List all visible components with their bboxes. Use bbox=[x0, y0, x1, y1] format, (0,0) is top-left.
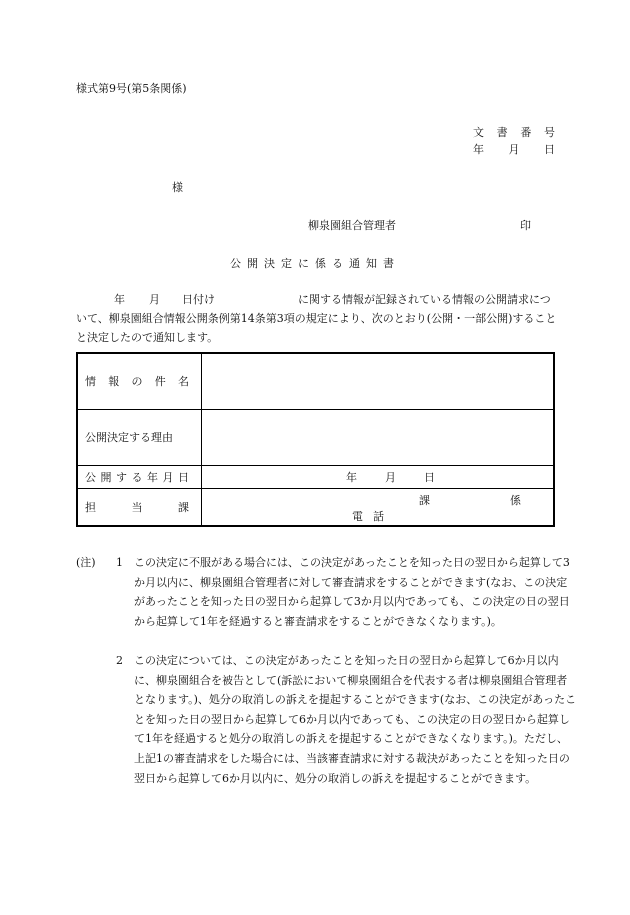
table-row bbox=[77, 353, 554, 409]
note-1: 1 この決定に不服がある場合には、この決定があったことを知った日の翌日から起算して3か月以内に、柳泉園組合管理者に対して審査請求をすることができます(なお、この決定があったことを知った日の翌日から起算して3か月以内であっても、この決定の日の翌日から起算して1年を経過すると審査請求をすることができなくなります。)。 bbox=[116, 556, 570, 628]
item-name-label bbox=[77, 353, 202, 409]
label-char: 月 bbox=[162, 470, 174, 484]
subsection-label: 係 bbox=[510, 493, 521, 507]
value-month: 月 bbox=[385, 470, 396, 484]
label-char: 担 bbox=[85, 500, 96, 514]
body-rest: に関する情報が記録されている情報の公開請求について、柳泉園組合情報公開条例第14条第3項の規定により、次のとおり(公開・一部公開)することと決定したので通知します。 bbox=[76, 293, 557, 344]
date-day: 日 bbox=[544, 143, 555, 156]
notes-label: (注) bbox=[76, 556, 96, 569]
section-label: 課 bbox=[419, 493, 430, 507]
label-char: 年 bbox=[147, 470, 158, 484]
info-table bbox=[76, 352, 555, 527]
label-char: 日 bbox=[178, 470, 189, 484]
value-day: 日 bbox=[424, 470, 435, 484]
body-paragraph bbox=[76, 290, 560, 347]
date-year: 年 bbox=[473, 143, 484, 156]
body-year: 年 bbox=[114, 293, 125, 306]
department-value[interactable] bbox=[202, 488, 555, 526]
sender-name: 柳泉園組合管理者 bbox=[308, 219, 396, 232]
docno-char: 書 bbox=[496, 126, 508, 139]
docno-char: 号 bbox=[543, 126, 555, 139]
reason-label: 公開決定する理由 bbox=[77, 409, 202, 465]
label-char: 開 bbox=[100, 470, 112, 484]
label-char: る bbox=[131, 470, 143, 484]
docno-char: 文 bbox=[473, 126, 484, 139]
reason-value[interactable] bbox=[202, 409, 555, 465]
table-row bbox=[77, 409, 554, 465]
label-char: 件 bbox=[154, 375, 166, 389]
document-number-label bbox=[473, 126, 555, 140]
disclosure-date-value[interactable] bbox=[202, 465, 555, 488]
label-char: 当 bbox=[131, 500, 143, 514]
addressee: 様 bbox=[172, 181, 183, 194]
table-row bbox=[77, 488, 554, 526]
disclosure-date-label bbox=[77, 465, 202, 488]
seal-mark: 印 bbox=[520, 219, 531, 232]
label-char: す bbox=[116, 470, 127, 484]
department-label bbox=[77, 488, 202, 526]
phone-label: 電話 bbox=[352, 509, 394, 523]
note-2: 2 この決定については、この決定があったことを知った日の翌日から起算して6か月以内に、柳泉園組合を被告として(訴訟において柳泉園組合を代表する者は柳泉園組合管理者となります。)、処分の取消しの訴えを提起することができます(なお、この決定があったことを知った日の翌日から起算して6か月以内であっても、この決定の日の翌日から起算して1年を経過すると処分の取消しの訴えを提起することができなくなります。)。ただし、上記1の審査請求をした場合には、当該審査請求に対する裁決があったことを知った日の翌日から起算して6か月以内に、処分の取消しの訴えを提起することができます。 bbox=[116, 654, 577, 785]
value-year: 年 bbox=[346, 470, 357, 484]
issue-date bbox=[473, 143, 555, 157]
form-number: 様式第9号(第5条関係) bbox=[76, 82, 187, 95]
document-title: 公開決定に係る通知書 bbox=[230, 257, 400, 270]
body-day: 日付け bbox=[182, 293, 215, 306]
label-char: 公 bbox=[85, 470, 96, 484]
body-month: 月 bbox=[149, 293, 160, 306]
label-char: 名 bbox=[178, 375, 189, 389]
table-row bbox=[77, 465, 554, 488]
label-char: の bbox=[131, 375, 143, 389]
item-name-value[interactable] bbox=[202, 353, 555, 409]
docno-char: 番 bbox=[520, 126, 532, 139]
label-char: 報 bbox=[108, 375, 120, 389]
label-char: 課 bbox=[178, 500, 189, 514]
date-month: 月 bbox=[508, 143, 520, 156]
label-char: 情 bbox=[85, 375, 96, 389]
